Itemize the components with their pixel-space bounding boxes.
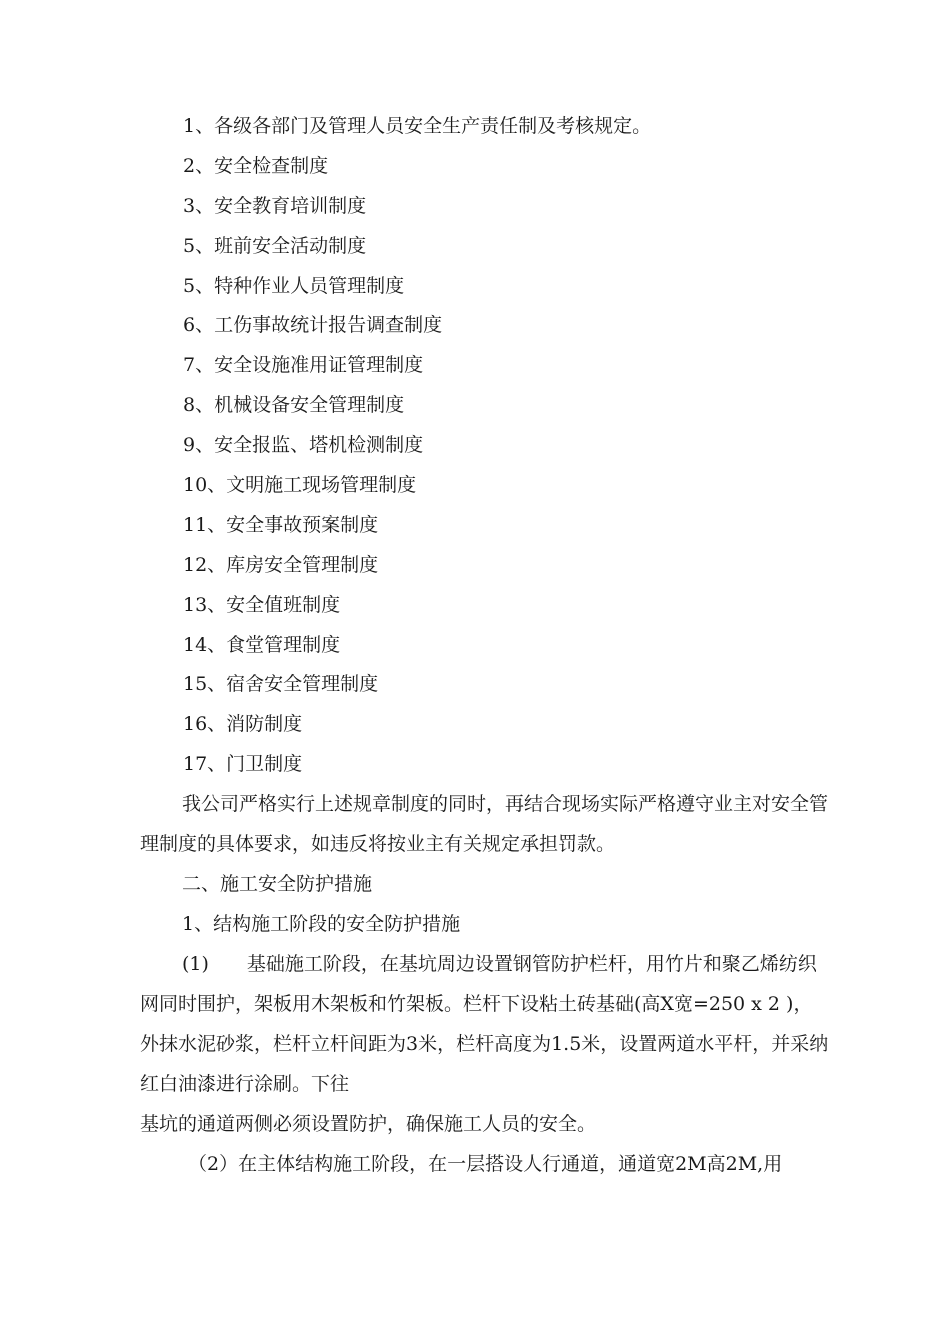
list-item: 14、食堂管理制度 <box>183 633 341 656</box>
foundation-paragraph: (1) 基础施工阶段，在基坑周边设置钢管防护栏杆，用竹片和聚乙烯纺织网同时围护，架板用木架板和竹架板。栏杆下设粘土砖基础(高X宽=250 x 2 )，外抹水泥砂浆，栏杆立杆间距为3米，栏杆高度为1.5米，设置两道水平杆，并采纳红白油漆进行涂刷。下往 <box>140 953 829 1095</box>
list-item: 17、门卫制度 <box>183 753 303 776</box>
list-item: 2、安全检查制度 <box>183 154 329 177</box>
list-item: 10、文明施工现场管理制度 <box>183 474 417 497</box>
subsection-heading: 1、结构施工阶段的安全防护措施 <box>182 913 461 935</box>
regulation-list <box>183 111 651 789</box>
list-item: 13、安全值班制度 <box>183 593 341 616</box>
list-item: 12、库房安全管理制度 <box>183 553 379 576</box>
list-item: 6、工伤事故统计报告调查制度 <box>183 314 443 337</box>
list-item: 1、各级各部门及管理人员安全生产责任制及考核规定。 <box>183 115 652 137</box>
list-item: 16、消防制度 <box>183 713 303 736</box>
compliance-paragraph: 我公司严格实行上述规章制度的同时，再结合现场实际严格遵守业主对安全管理制度的具体要求，如违反将按业主有关规定承担罚款。 <box>140 793 829 855</box>
list-item: 3、安全教育培训制度 <box>183 194 367 217</box>
list-item: 11、安全事故预案制度 <box>183 513 379 536</box>
foundation-paragraph-tail: 基坑的通道两侧必须设置防护，确保施工人员的安全。 <box>140 1113 597 1135</box>
main-structure-paragraph: （2）在主体结构施工阶段，在一层搭设人行通道，通道宽2M高2M,用 <box>188 1153 783 1175</box>
list-item: 15、宿舍安全管理制度 <box>183 673 379 696</box>
list-item: 7、安全设施准用证管理制度 <box>183 354 424 377</box>
list-item: 9、安全报监、塔机检测制度 <box>183 434 424 457</box>
list-item: 5、班前安全活动制度 <box>183 234 367 257</box>
list-item: 8、机械设备安全管理制度 <box>183 394 405 417</box>
list-item: 5、特种作业人员管理制度 <box>183 274 405 297</box>
section-heading: 二、施工安全防护措施 <box>182 873 373 895</box>
